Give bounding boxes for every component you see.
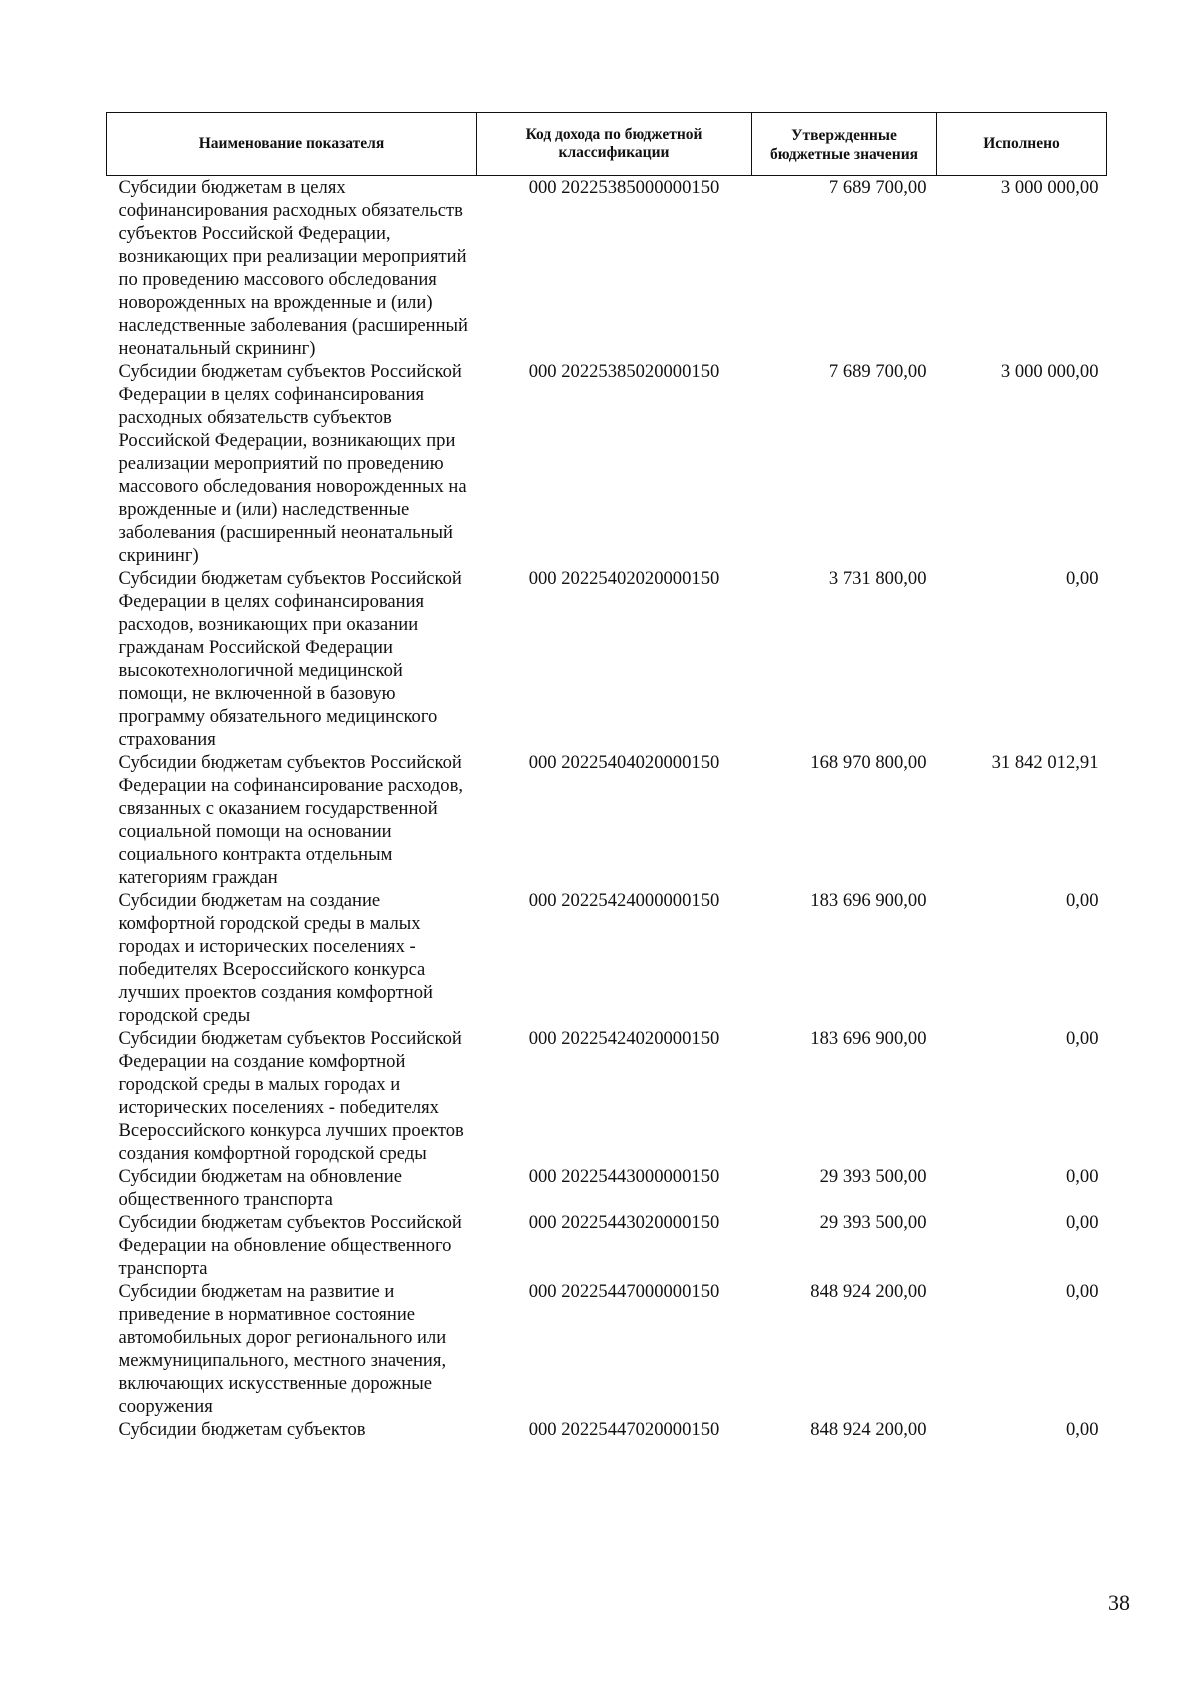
cell-indicator-name: Субсидии бюджетам субъектов Российской Федерации на создание комфортной городской среды в малых городах и исторических поселениях - победителях Всероссийского конкурса лучших проектов создания комфортной городской среды <box>118 1028 464 1164</box>
cell-approved-value: 168 970 800,00 <box>810 752 927 773</box>
cell-approved-value: 848 924 200,00 <box>810 1419 927 1440</box>
cell-approved-value: 3 731 800,00 <box>828 568 927 589</box>
cell-executed-value: 0,00 <box>1065 1166 1099 1187</box>
cell-executed-value: 0,00 <box>1065 1419 1099 1440</box>
table-row <box>107 176 1107 361</box>
cell-approved-value: 183 696 900,00 <box>810 1028 927 1049</box>
table-row <box>107 1165 1107 1211</box>
cell-approved-value: 29 393 500,00 <box>819 1212 927 1233</box>
cell-indicator-name: Субсидии бюджетам субъектов Российской Федерации на софинансирование расходов, связанных с оказанием государственной социальной помощи на основании социального контракта отдельным категориям граждан <box>118 752 463 888</box>
table-row <box>107 751 1107 889</box>
table-row <box>107 1027 1107 1165</box>
table-body <box>107 176 1107 1442</box>
cell-income-code: 000 20225385020000150 <box>528 361 720 382</box>
cell-indicator-name: Субсидии бюджетам субъектов Российской Федерации на обновление общественного транспорта <box>118 1212 462 1279</box>
table-row <box>107 1280 1107 1418</box>
cell-indicator-name: Субсидии бюджетам в целях софинансирования расходных обязательств субъектов Российской Федерации, возникающих при реализации мероприятий по проведению массового обследования новорожденных на врожденные и (или) наследственные заболевания (расширенный неонатальный скрининг) <box>118 177 468 359</box>
table-row <box>107 360 1107 567</box>
header-executed: Исполнено <box>937 113 1107 176</box>
cell-executed-value: 0,00 <box>1065 1028 1099 1049</box>
cell-income-code: 000 20225385000000150 <box>528 177 720 198</box>
header-indicator-name: Наименование показателя <box>107 113 477 176</box>
cell-indicator-name: Субсидии бюджетам на развитие и приведение в нормативное состояние автомобильных дорог регионального или межмуниципального, местного значения, включающих искусственные дорожные сооружения <box>118 1281 447 1417</box>
cell-income-code: 000 20225443000000150 <box>528 1166 720 1187</box>
header-approved-values: Утвержденные бюджетные значения <box>752 113 937 176</box>
cell-indicator-name: Субсидии бюджетам на создание комфортной городской среды в малых городах и исторических поселениях - победителях Всероссийского конкурса лучших проектов создания комфортной городской среды <box>118 890 433 1026</box>
cell-executed-value: 0,00 <box>1065 890 1099 911</box>
table-row <box>107 889 1107 1027</box>
table-row <box>107 1418 1107 1441</box>
header-income-code: Код дохода по бюджетной классификации <box>477 113 752 176</box>
cell-approved-value: 183 696 900,00 <box>810 890 927 911</box>
cell-indicator-name: Субсидии бюджетам субъектов <box>118 1419 366 1440</box>
header-row <box>107 113 1107 176</box>
cell-income-code: 000 20225424000000150 <box>528 890 720 911</box>
table-row <box>107 1211 1107 1280</box>
cell-income-code: 000 20225443020000150 <box>528 1212 720 1233</box>
cell-income-code: 000 20225447000000150 <box>528 1281 720 1302</box>
cell-executed-value: 0,00 <box>1065 568 1099 589</box>
table-row <box>107 567 1107 751</box>
cell-approved-value: 7 689 700,00 <box>828 177 927 198</box>
cell-income-code: 000 20225447020000150 <box>528 1419 720 1440</box>
cell-executed-value: 31 842 012,91 <box>991 752 1099 773</box>
cell-indicator-name: Субсидии бюджетам субъектов Российской Федерации в целях софинансирования расходов, возникающих при оказании гражданам Российской Федерации высокотехнологичной медицинской помощи, не включенной в базовую программу обязательного медицинского страхования <box>118 568 462 750</box>
cell-indicator-name: Субсидии бюджетам субъектов Российской Федерации в целях софинансирования расходных обязательств субъектов Российской Федерации, возникающих при реализации мероприятий по проведению массового обследования новорожденных на врожденные и (или) наследственные заболевания (расширенный неонатальный скрининг) <box>118 361 467 566</box>
cell-income-code: 000 20225404020000150 <box>528 752 720 773</box>
page-number: 38 <box>1108 1590 1130 1615</box>
cell-executed-value: 0,00 <box>1065 1281 1099 1302</box>
cell-executed-value: 3 000 000,00 <box>1000 361 1099 382</box>
cell-approved-value: 29 393 500,00 <box>819 1166 927 1187</box>
cell-executed-value: 0,00 <box>1065 1212 1099 1233</box>
cell-approved-value: 848 924 200,00 <box>810 1281 927 1302</box>
cell-indicator-name: Субсидии бюджетам на обновление общественного транспорта <box>118 1166 402 1210</box>
cell-executed-value: 3 000 000,00 <box>1000 177 1099 198</box>
cell-approved-value: 7 689 700,00 <box>828 361 927 382</box>
budget-execution-table <box>106 112 1107 1441</box>
cell-income-code: 000 20225424020000150 <box>528 1028 720 1049</box>
table-header <box>107 113 1107 176</box>
cell-income-code: 000 20225402020000150 <box>528 568 720 589</box>
